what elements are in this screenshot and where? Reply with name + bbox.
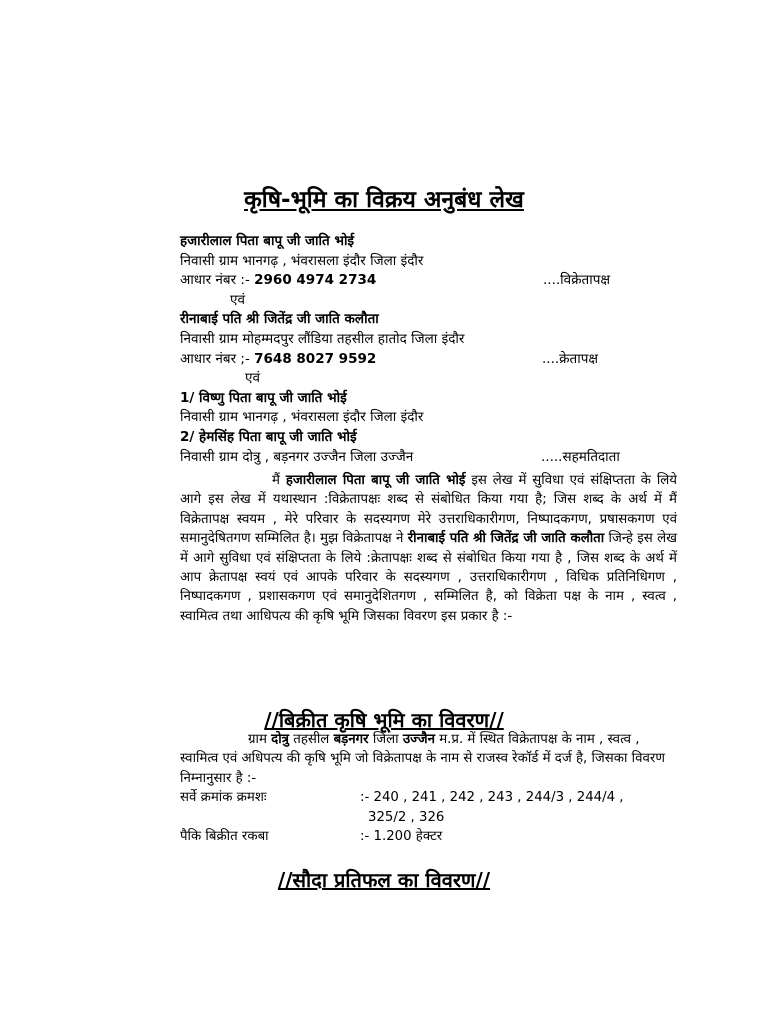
seller-address: निवासी ग्राम भानगढ़ , भंवरासला इंदौर जिला इंदौर xyxy=(180,252,424,269)
buyer-aadhaar-number: 7648 8027 9592 xyxy=(254,350,377,367)
area-label: पैकि बिक्रीत रकबा xyxy=(180,829,269,844)
land-text-4: म.प्र. में स्थित विक्रेतापक्ष के नाम , स्वत्व , स्वामित्व एवं अधिपत्य की कृषि भूमि जो विक्रेतापक्ष के नाम से राजस्व रेकॉर्ड में दर्ज है, जिसका विवरण निम्नानुसार है :- xyxy=(180,732,665,786)
survey-row-cont xyxy=(180,808,680,827)
para-buyer-name: रीनाबाई पति श्री जितेंद्र जी जाति कलौता xyxy=(407,531,605,547)
document-title: कृषि-भूमि का विक्रय अनुबंध लेख xyxy=(244,187,524,213)
land-details-section xyxy=(180,730,680,846)
consenter-2-line xyxy=(180,448,680,468)
seller-aadhaar-number: 2960 4974 2734 xyxy=(254,272,377,289)
buyer-address: निवासी ग्राम मोहम्मदपुर लौंडिया तहसील हातोद जिला इंदौर xyxy=(180,330,465,347)
agreement-paragraph xyxy=(180,471,677,626)
parties-block xyxy=(180,232,680,467)
buyer-aadhaar-line xyxy=(180,350,680,370)
buyer-role: ....क्रेतापक्ष xyxy=(542,350,599,367)
seller-aadhaar-line xyxy=(180,271,680,291)
buyer-aadhaar-label: आधार नंबर ;- xyxy=(180,350,250,367)
consenter-2-name: 2/ हेमसिंह पिता बापू जी जाति भोई xyxy=(180,428,357,445)
consenter-1-name: 1/ विष्णु पिता बापू जी जाति भोई xyxy=(180,389,347,406)
para-seller-name: हजारीलाल पिता बापू जी जाति भोई xyxy=(285,473,466,488)
para-text-1: मैं xyxy=(272,473,280,488)
para-text-2: इस लेख में सुविधा एवं संक्षिप्तता के लिये आगे इस लेख में यथास्थान :विक्रेतापक्षः शब्द से संबोधित किया गया है; जिस शब्द के अर्थ में मैं विक्रेतापक्ष स्वयम , मेरे परिवार के सदस्यगण मेरे उत्तराधिकारीगण, निष्पादकगण, प्रषासकगण एवं समानुदेषितगण सम्मिलित है। मुझ विक्रेतापक्ष ने xyxy=(180,473,677,547)
consenter-role: .....सहमतिदाता xyxy=(541,448,620,465)
tehsil-name: बड़नगर xyxy=(333,732,369,747)
buyer-name: रीनाबाई पति श्री जितेंद्र जी जाति कलौता xyxy=(180,311,379,328)
survey-numbers-cont: 325/2 , 326 xyxy=(368,809,445,825)
seller-name: हजारीलाल पिता बापू जी जाति भोई xyxy=(180,233,355,249)
area-row xyxy=(180,827,680,846)
village-name: दोत्रु xyxy=(271,732,289,747)
survey-label: सर्वे क्रमांक क्रमशः xyxy=(180,790,267,806)
survey-numbers: :- 240 , 241 , 242 , 243 , 244/3 , 244/4 , xyxy=(360,790,624,806)
and-separator-1: एवं xyxy=(230,291,245,308)
land-details-heading: //बिक्रीत कृषि भूमि का विवरण// xyxy=(264,708,504,732)
consenter-1-address: निवासी ग्राम भानगढ़ , भंवरासला इंदौर जिला इंदौर xyxy=(180,409,424,426)
district-name: उज्जैन xyxy=(402,732,435,747)
seller-aadhaar-label: आधार नंबर :- xyxy=(180,272,250,289)
land-text-3: जिला xyxy=(372,732,399,747)
seller-role: ....विक्रेतापक्ष xyxy=(543,272,611,289)
land-text-2: तहसील xyxy=(293,732,330,747)
survey-row xyxy=(180,788,680,807)
area-value: :- 1.200 हेक्टर xyxy=(360,829,443,844)
consenter-2-address: निवासी ग्राम दोत्रु , बड़नगर उज्जैन जिला उज्जैन xyxy=(180,448,414,465)
para-text-3: जिन्हे इस लेख में आगे सुविधा एवं संक्षिप्तता के लिये :क्रेतापक्षः शब्द से संबोधित किया गया है , जिस शब्द के अर्थ में आप क्रेतापक्ष स्वयं एवं आपके परिवार के सदस्यगण , उत्तराधिकारीगण , विधिक प्रतिनिधिगण , निष्पादकगण , प्रशासकगण एवं समानुदेशितगण , सम्मिलित है, को विक्रेता पक्ष के नाम , स्वत्व , स्वामित्व तथा आधिपत्य की कृषि भूमि जिसका विवरण इस प्रकार है :- xyxy=(180,531,677,624)
consideration-heading: //सौदा प्रतिफल का विवरण// xyxy=(277,868,491,892)
and-separator-2: एवं xyxy=(245,370,260,387)
land-text-1: ग्राम xyxy=(248,732,267,747)
